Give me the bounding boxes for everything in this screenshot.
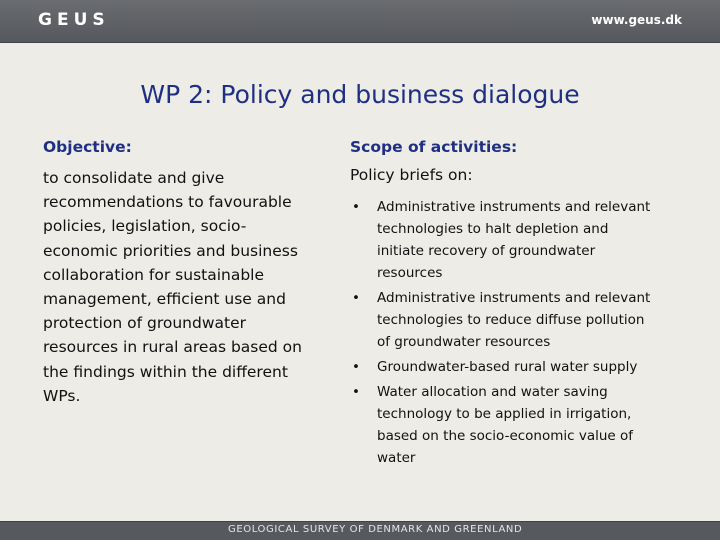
objective-line: recommendations to favourable	[43, 193, 292, 212]
bullet-icon: •	[352, 199, 360, 215]
objective-line: the findings within the different	[43, 362, 288, 381]
bullet-icon: •	[352, 384, 360, 400]
list-item	[350, 381, 690, 469]
objective-heading: Objective:	[43, 138, 132, 156]
bullet-line: Water allocation and water saving	[377, 384, 608, 400]
bullet-line: technologies to halt depletion and	[377, 221, 609, 237]
objective-line: collaboration for sustainable	[43, 265, 265, 284]
objective-column	[43, 138, 323, 408]
bullet-line: technologies to reduce diffuse pollution	[377, 312, 645, 328]
slide-title: WP 2: Policy and business dialogue	[140, 80, 580, 109]
objective-line: to consolidate and give	[43, 169, 225, 187]
footer-bar	[0, 521, 720, 540]
objective-line: policies, legislation, socio-	[43, 217, 247, 236]
scope-column	[350, 138, 690, 472]
bullet-icon: •	[352, 290, 360, 306]
bullet-icon: •	[352, 359, 360, 375]
bullet-line: technology to be applied in irrigation,	[377, 406, 632, 422]
objective-line: WPs.	[43, 386, 81, 405]
objective-line: management, efficient use and	[43, 290, 286, 309]
bullet-line: resources	[377, 265, 443, 281]
list-item	[350, 196, 690, 284]
header-bar	[0, 0, 720, 43]
list-item	[350, 356, 690, 378]
policy-briefs-list	[350, 196, 690, 469]
objective-line: protection of groundwater	[43, 314, 246, 333]
bullet-line: Administrative instruments and relevant	[377, 199, 651, 215]
policy-briefs-label: Policy briefs on:	[350, 166, 473, 184]
bullet-line: Administrative instruments and relevant	[377, 290, 651, 306]
scope-heading: Scope of activities:	[350, 138, 518, 156]
bullet-line: based on the socio-economic value of	[377, 428, 634, 444]
bullet-line: Groundwater-based rural water supply	[377, 359, 638, 375]
objective-line: resources in rural areas based on	[43, 338, 302, 357]
bullet-line: initiate recovery of groundwater	[377, 243, 596, 259]
bullet-line: of groundwater resources	[377, 334, 551, 350]
geus-logo: GEUS	[38, 10, 110, 30]
footer-text: GEOLOGICAL SURVEY OF DENMARK AND GREENLAND	[228, 524, 523, 535]
bullet-line: water	[377, 450, 416, 466]
objective-line: economic priorities and business	[43, 241, 298, 260]
website-url: www.geus.dk	[591, 13, 682, 27]
objective-text	[43, 166, 323, 408]
list-item	[350, 287, 690, 353]
